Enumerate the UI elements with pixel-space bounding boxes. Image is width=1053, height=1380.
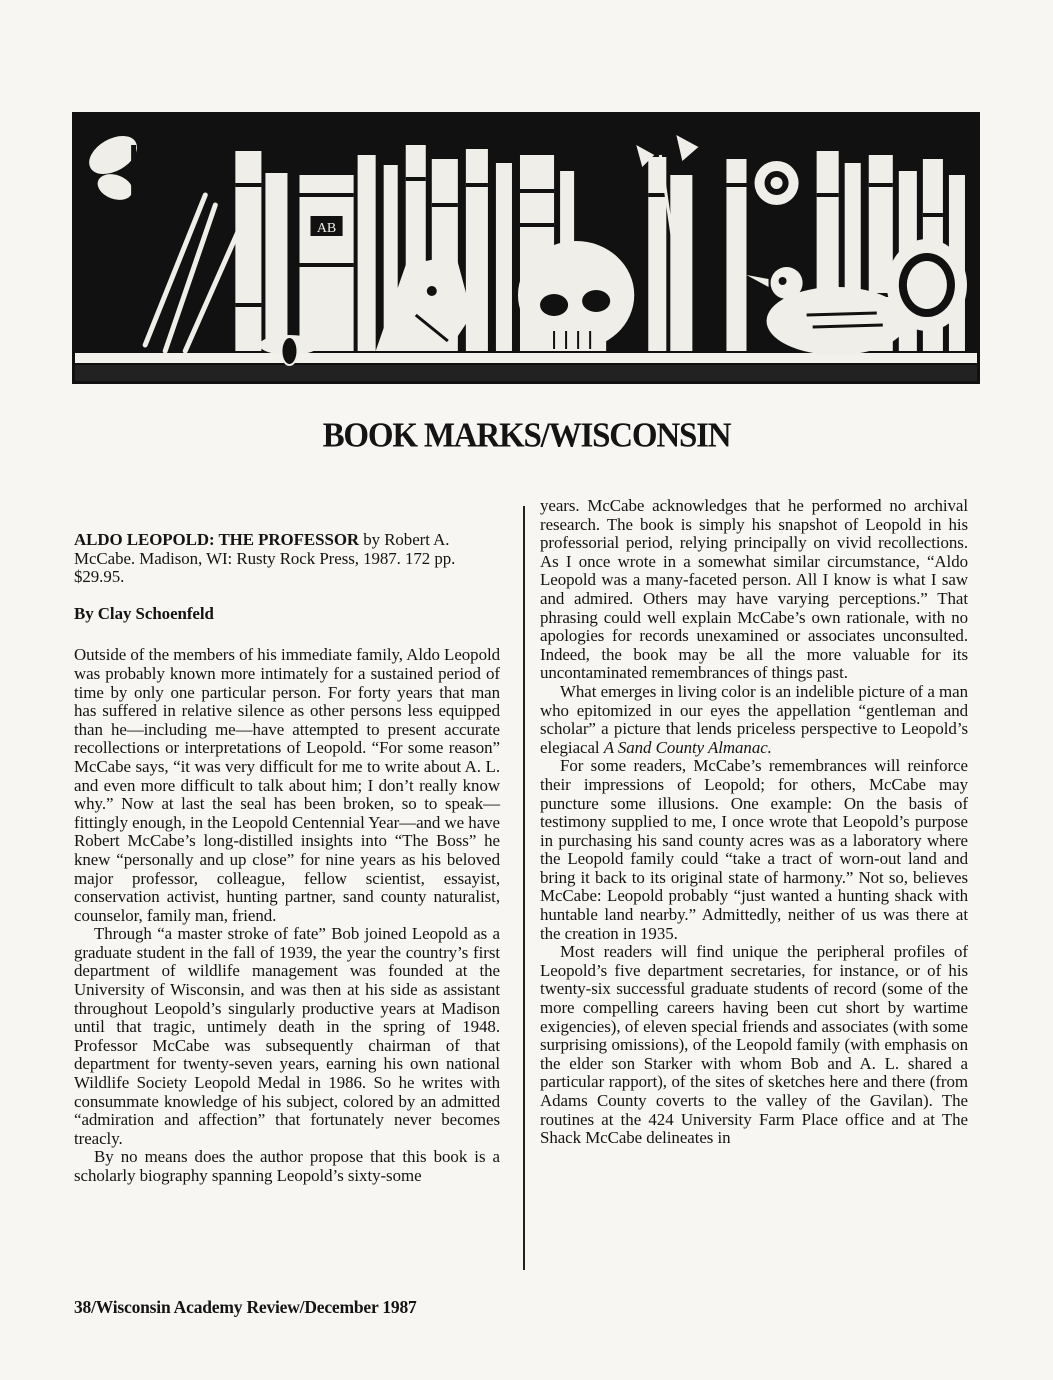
body-text: What emerges in living color is an indelible picture of a man who epitomized in our eyes the appellation “gentleman and scholar” a picture that lends priceless perspective to Leopold’s elegiacal bbox=[540, 681, 968, 757]
body-paragraph bbox=[540, 683, 968, 757]
body-paragraph: Outside of the members of his immediate family, Aldo Leopold was probably known more intimately for a sustained period of time by only one particular person. For forty years that man has suffered in relative silence as other persons less equipped than he—including me—have attempted to present accurate recollections or interpretations of Leopold. “For some reason” McCabe says, “it was very difficult for me to write about A. L. and even more difficult to talk about him; I don’t really know why.” Now at last the seal has been broken, so to speak—fittingly enough, in the Leopold Centennial Year—and we have Robert McCabe’s long-distilled insights into “The Boss” he knew “personally and up close” for nine years as his beloved major professor, colleague, fellow scientist, essayist, conservation activist, hunting partner, sand county naturalist, counselor, family man, friend. bbox=[74, 645, 500, 925]
left-column bbox=[74, 531, 500, 1186]
bookshelf-woodcut-illustration bbox=[72, 112, 980, 384]
body-paragraph: Through “a master stroke of fate” Bob joined Leopold as a graduate student in the fall of 1939, the year the country’s first department of wildlife management was founded at the University of Wisconsin, and was then at his side as assistant throughout Leopold’s singularly productive years at Madison until that tragic, untimely death in the spring of 1948. Professor McCabe was subsequently chairman of that department for twenty-seven years, earning his own national Wildlife Society Leopold Medal in 1986. So he writes with consummate knowledge of his subject, colored by an admitted “admiration and affection” that fortunately never becomes treacly. bbox=[74, 924, 500, 1148]
book-title-italic: A Sand County Almanac. bbox=[603, 737, 772, 757]
body-paragraph: For some readers, McCabe’s remembrances will reinforce their impressions of Leopold; for others, McCabe may puncture some illusions. One example: On the basis of testimony supplied to me, I once wrote that Leopold’s purpose in purchasing his sand county acres was as a laboratory where the Leopold family could “take a tract of worn-out land and bring it back to its original state of harmony.” Not so, believes McCabe: Leopold probably “just wanted a hunting shack with huntable land nearby.” Admittedly, neither of us was there at the creation in 1935. bbox=[540, 756, 968, 943]
body-paragraph: years. McCabe acknowledges that he performed no archival research. The book is simply his snapshot of Leopold in his professorial period, relying principally on vivid recollections. As I once wrote in a somewhat similar circumstance, “Aldo Leopold was a many-faceted person. All I know is what I saw and admired. Others may have varying perceptions.” That phrasing could well explain McCabe’s own rationale, with no apologies for records unexamined or associates unconsulted. Indeed, the book may be all the more valuable for its uncontaminated remembrances of things past. bbox=[540, 496, 968, 683]
body-paragraph: Most readers will find unique the peripheral profiles of Leopold’s five department secretaries, for instance, or of his twenty-six successful graduate students of record (some of the more compelling careers having been cut short by wartime exigencies), of eleven special friends and associates (with some surprising omissions), of the Leopold family (with emphasis on the elder son Starker with whom Bob and A. L. shared a particular rapport), of the sites of sketches here and there (from Adams County coverts to the valley of the Gavilan). The routines at the 424 University Farm Place office and at The Shack McCabe delineates in bbox=[540, 942, 968, 1148]
book-title: ALDO LEOPOLD: THE PROFESSOR bbox=[74, 530, 360, 549]
page-footer: 38/Wisconsin Academy Review/December 1987 bbox=[74, 1297, 417, 1317]
section-headline: BOOK MARKS/WISCONSIN bbox=[322, 417, 731, 455]
column-divider bbox=[523, 506, 525, 1270]
helmet-figure bbox=[887, 239, 967, 331]
rose-figure bbox=[755, 161, 799, 205]
ab-label-text: AB bbox=[316, 221, 337, 236]
review-citation bbox=[74, 531, 500, 587]
right-column bbox=[540, 497, 968, 1148]
book-publication-details: by Robert A. McCabe. Madison, WI: Rusty Rock Press, 1987. 172 pp. $29.95. bbox=[74, 530, 456, 587]
author-byline: By Clay Schoenfeld bbox=[74, 603, 214, 623]
body-paragraph: By no means does the author propose that this book is a scholarly biography spanning Leopold’s sixty-some bbox=[74, 1147, 500, 1185]
woodcut-svg bbox=[75, 115, 977, 381]
